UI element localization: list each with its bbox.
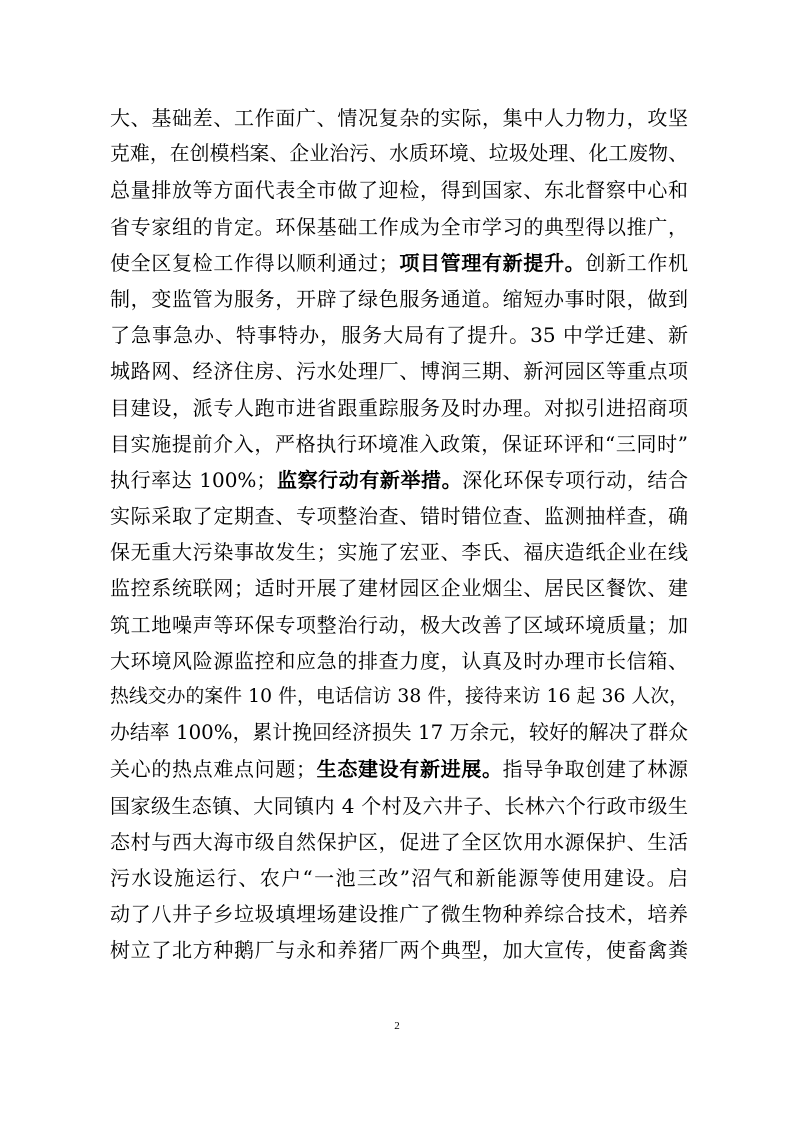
text-line <box>110 751 688 787</box>
line-text: 污水设施运行、农户“一池三改”沼气和新能源等使用建设。启 <box>110 865 688 890</box>
text-line <box>110 932 688 968</box>
line-text: 制，变监管为服务，开辟了绿色服务通道。缩短办事时限，做到 <box>110 286 688 311</box>
line-text: 关心的热点难点问题； <box>110 757 316 782</box>
line-text: 监控系统联网；适时开展了建材园区企业烟尘、居民区餐饮、建 <box>110 576 688 601</box>
text-line <box>110 209 688 245</box>
text-line <box>110 679 688 715</box>
body-paragraph <box>110 100 688 969</box>
line-text: 筑工地噪声等环保专项整治行动，极大改善了区域环境质量；加 <box>110 612 688 637</box>
line-text: 保无重大污染事故发生；实施了宏亚、李氏、福庆造纸企业在线 <box>110 540 688 565</box>
line-text: 目实施提前介入，严格执行环境准入政策，保证环评和“三同时” <box>110 431 688 456</box>
line-text: 目建设，派专人跑市进省跟重踪服务及时办理。对拟引进招商项 <box>110 395 688 420</box>
text-line <box>110 570 688 606</box>
text-line <box>110 390 688 426</box>
text-line <box>110 136 688 172</box>
text-line <box>110 462 688 498</box>
text-line <box>110 426 688 462</box>
line-text: 指导争取创建了林源 <box>502 757 689 782</box>
bold-heading-text: 项目管理有新提升。 <box>398 250 586 275</box>
text-line <box>110 317 688 353</box>
line-text: 实际采取了定期查、专项整治查、错时错位查、监测抽样查，确 <box>110 504 688 529</box>
text-line <box>110 788 688 824</box>
page-number: 2 <box>394 1020 400 1032</box>
text-line <box>110 245 688 281</box>
line-text: 城路网、经济住房、污水处理厂、博润三期、新河园区等重点项 <box>110 359 688 384</box>
line-text: 树立了北方种鹅厂与永和养猪厂两个典型，加大宣传，使畜禽粪 <box>110 938 688 963</box>
line-text: 国家级生态镇、大同镇内 4 个村及六井子、长林六个行政市级生 <box>110 793 688 818</box>
bold-heading-text: 监察行动有新举措。 <box>276 467 463 492</box>
text-line <box>110 824 688 860</box>
text-line <box>110 643 688 679</box>
line-text: 使全区复检工作得以顺利通过； <box>110 250 399 275</box>
text-line <box>110 860 688 896</box>
text-line <box>110 353 688 389</box>
line-text: 了急事急办、特事特办，服务大局有了提升。35 中学迁建、新 <box>110 323 688 348</box>
line-text: 态村与西大海市级自然保护区，促进了全区饮用水源保护、生活 <box>110 829 688 854</box>
text-line <box>110 498 688 534</box>
line-text: 克难，在创模档案、企业治污、水质环境、垃圾处理、化工废物、 <box>110 142 688 166</box>
line-text: 省专家组的肯定。环保基础工作成为全市学习的典型得以推广， <box>110 214 688 239</box>
text-line <box>110 534 688 570</box>
line-text: 动了八井子乡垃圾填埋场建设推广了微生物种养综合技术，培养 <box>110 902 688 927</box>
line-text: 办结率 100%，累计挽回经济损失 17 万余元，较好的解决了群众 <box>110 721 688 745</box>
text-line <box>110 281 688 317</box>
text-line <box>110 896 688 932</box>
line-text: 深化环保专项行动，结合 <box>462 467 688 492</box>
text-line <box>110 607 688 643</box>
line-text: 执行率达 100%； <box>110 467 277 492</box>
text-line <box>110 172 688 208</box>
bold-heading-text: 生态建设有新进展。 <box>316 757 503 782</box>
line-text: 总量排放等方面代表全市做了迎检，得到国家、东北督察中心和 <box>110 178 688 203</box>
text-line <box>110 100 688 136</box>
line-text: 大、基础差、工作面广、情况复杂的实际，集中人力物力，攻坚 <box>110 106 688 130</box>
line-text: 创新工作机 <box>585 250 689 275</box>
line-text: 热线交办的案件 10 件，电话信访 38 件，接待来访 16 起 36 人次， <box>110 686 688 707</box>
text-line <box>110 715 688 751</box>
line-text: 大环境风险源监控和应急的排查力度，认真及时办理市长信箱、 <box>110 648 688 673</box>
